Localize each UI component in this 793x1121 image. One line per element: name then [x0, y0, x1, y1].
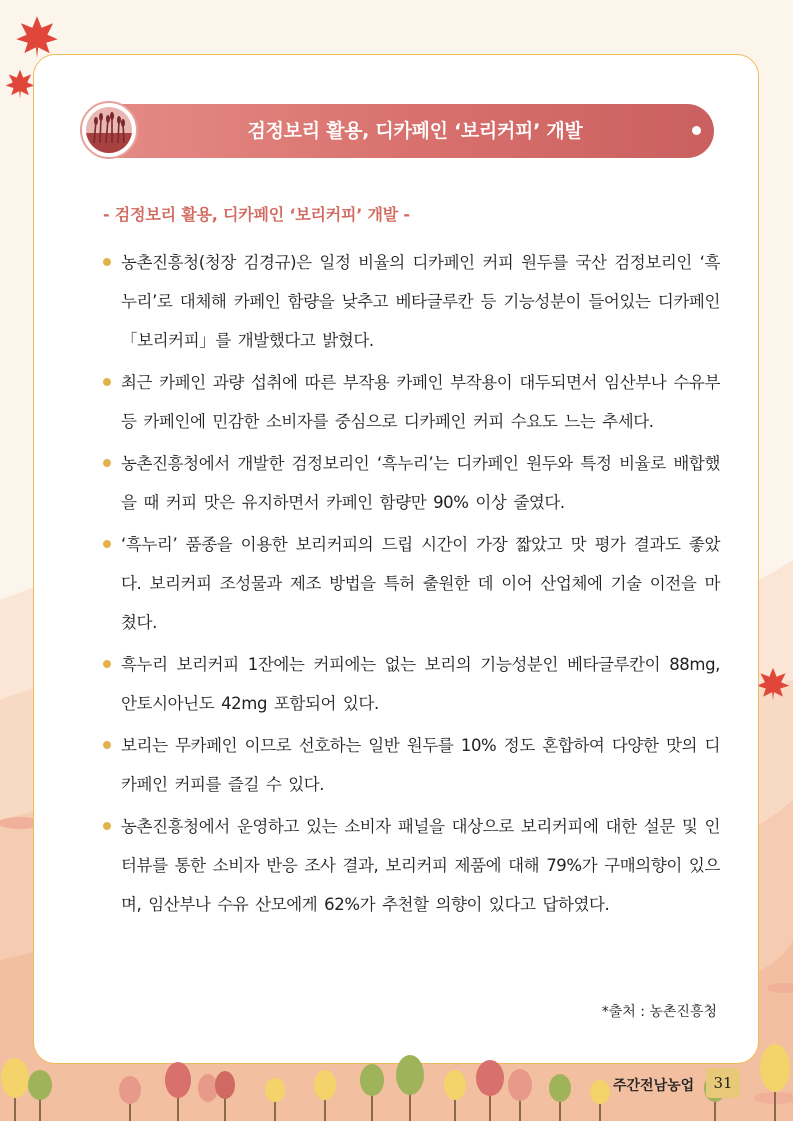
article-body	[100, 243, 720, 927]
bullet-dot-icon	[103, 378, 111, 386]
bullet-dot-icon	[103, 540, 111, 548]
list-item	[100, 243, 720, 360]
list-item-text: 최근 카페인 과량 섭취에 따른 부작용 카페인 부작용이 대두되면서 임산부나 수유부 등 카페인에 민감한 소비자를 중심으로 디카페인 커피 수요도 느는 추세다.	[121, 373, 720, 431]
list-item-text: 농촌진흥청에서 운영하고 있는 소비자 패널을 대상으로 보리커피에 대한 설문 및 인터뷰를 통한 소비자 반응 조사 결과, 보리커피 제품에 대해 79%가 구매의향이 있으며, 임산부나 수유 산모에게 62%가 추천할 의향이 있다고 답하였다.	[121, 817, 720, 914]
list-item-text: 흑누리 보리커피 1잔에는 커피에는 없는 보리의 기능성분인 베타글루칸이 88mg, 안토시아닌도 42mg 포함되어 있다.	[121, 655, 720, 713]
list-item	[100, 807, 720, 924]
list-item	[100, 444, 720, 522]
article-subtitle: - 검정보리 활용, 디카페인 ‘보리커피’ 개발 -	[103, 205, 410, 224]
barley-field-icon	[86, 107, 132, 153]
banner-title: 검정보리 활용, 디카페인 ‘보리커피’ 개발	[247, 120, 583, 142]
list-item	[100, 363, 720, 441]
bullet-dot-icon	[103, 822, 111, 830]
bullet-dot-icon	[103, 660, 111, 668]
list-item	[100, 645, 720, 723]
list-item	[100, 726, 720, 804]
publication-name: 주간전남농업	[613, 1078, 695, 1094]
list-item-text: 농촌진흥청에서 개발한 검정보리인 ‘흑누리’는 디카페인 원두와 특정 비율로 배합했을 때 커피 맛은 유지하면서 카페인 함량만 90% 이상 줄였다.	[121, 454, 720, 512]
banner-dot	[692, 126, 701, 135]
maple-leaf-icon	[4, 68, 36, 100]
bullet-dot-icon	[103, 258, 111, 266]
list-item-text: 보리는 무카페인 이므로 선호하는 일반 원두를 10% 정도 혼합하여 다양한 맛의 디카페인 커피를 즐길 수 있다.	[121, 736, 720, 794]
page-number: 31	[706, 1068, 740, 1098]
list-item	[100, 525, 720, 642]
list-item-text: 농촌진흥청(청장 김경규)은 일정 비율의 디카페인 커피 원두를 국산 검정보리인 ‘흑누리’로 대체해 카페인 함량을 낮추고 베타글루칸 등 기능성분이 들어있는 디카페인 「보리커피」를 개발했다고 밝혔다.	[121, 253, 720, 350]
bullet-dot-icon	[103, 741, 111, 749]
source-credit: *출처 : 농촌진흥청	[601, 1004, 717, 1020]
list-item-text: ‘흑누리’ 품종을 이용한 보리커피의 드립 시간이 가장 짧았고 맛 평가 결과도 좋았다. 보리커피 조성물과 제조 방법을 특허 출원한 데 이어 산업체에 기술 이전을 마쳤다.	[121, 535, 720, 632]
bullet-dot-icon	[103, 459, 111, 467]
maple-leaf-icon	[755, 666, 791, 702]
